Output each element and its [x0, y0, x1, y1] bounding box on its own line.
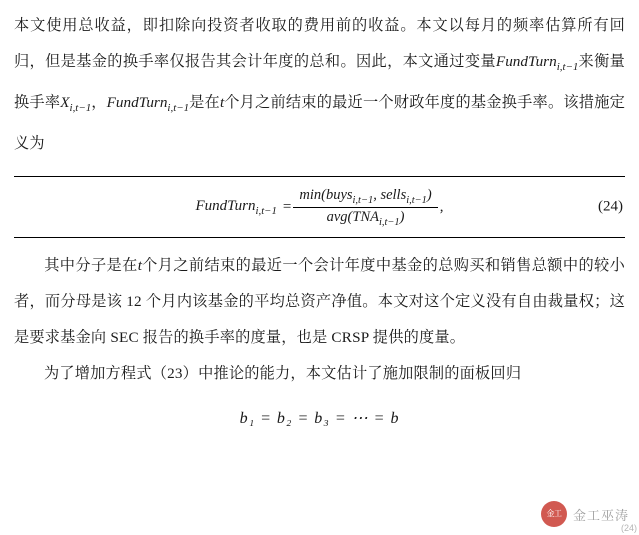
equation-24-block [14, 176, 625, 238]
paragraph-1-run-8: 个月之前结束的最近一个财政年度的基金换手率。该措施定义为 [14, 94, 625, 153]
paragraph-2 [14, 248, 625, 356]
equation-24-body [14, 176, 625, 238]
paragraph-2-run-2: 个月之前结束的最近一个会计年度中基金的总购买和销售总额中的较小者，而分母是该 12 个月内该基金的平均总资产净值。本文对这个定义没有自由裁量权；这是要求基金向 SEC 报告的换手率的度量，也是 CRSP 提供的度量。 [14, 257, 626, 347]
paragraph-1 [14, 8, 625, 162]
equation-24-denominator: $avg(TNA_{i,t-1})$ [326, 208, 405, 228]
equation-24-lhs: FundTurn$_{i,t-1}$ [195, 197, 277, 217]
paragraph-2-run-0: 其中分子是在 [44, 257, 138, 275]
math-x-variable: $X_{i,t-1}$ [60, 94, 92, 115]
paragraph-3-run-0: 为了增加方程式（23）中推论的能力，本文估计了施加限制的面板回归 [44, 365, 522, 383]
math-fundturn-1: FundTurn$_{i,t-1}$ [495, 53, 579, 74]
math-fundturn-2: FundTurn$_{i,t-1}$ [106, 94, 190, 115]
math-t-variable-2: t [137, 257, 142, 275]
equation-24-content [195, 187, 443, 228]
corner-mark: (24) [620, 523, 637, 533]
watermark-logo-icon: 金工 [541, 501, 567, 527]
equation-restriction: b₁ = b₂ = b₃ = ⋯ = b [239, 410, 400, 428]
equation-24-trailing-comma: , [439, 198, 444, 215]
equation-24-number: (24) [598, 198, 623, 215]
paragraph-1-run-2: 来衡量换手率 [14, 53, 625, 112]
paragraph-1-run-4: ， [91, 94, 107, 112]
paragraph-1-run-0: 本文使用总收益，即扣除向投资者收取的费用前的收益。本文以每月的频率估算所有回归，但是基金的换手率仅报告其会计年度的总和。因此，本文通过变量 [14, 17, 625, 70]
equation-24-numerator: min(buys$_{i,t-1}$, sells$_{i,t-1}$) [293, 187, 437, 208]
equation-24-equals: = [282, 198, 292, 215]
paragraph-3 [14, 356, 625, 392]
equation-24-fraction [293, 187, 437, 228]
math-t-variable-1: t [219, 94, 225, 112]
paragraph-1-run-6: 是在 [189, 94, 220, 112]
watermark-label: 金工巫涛 [572, 507, 629, 523]
watermark [541, 501, 629, 527]
